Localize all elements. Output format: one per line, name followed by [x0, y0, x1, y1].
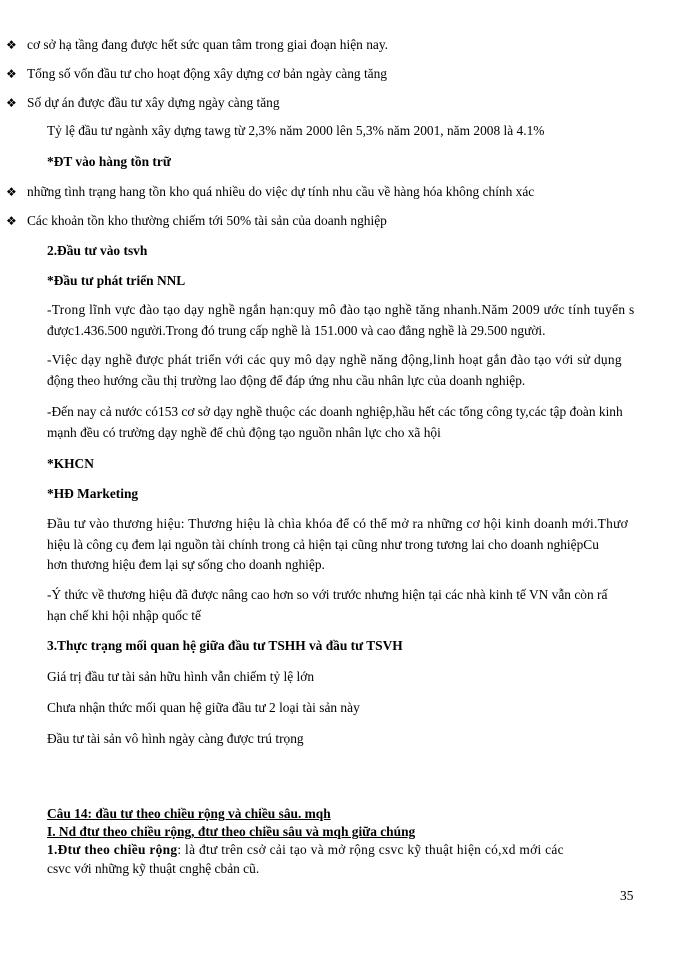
question-text: đầu tư theo chiều rộng và chiều sâu. mqh — [92, 806, 331, 821]
question-14-title — [47, 806, 331, 822]
paragraph-line: -Đến nay cả nước có153 cơ sở dạy nghề thuộc các doanh nghiệp,hầu hết các tổng công ty,các tập đoàn kinh — [47, 404, 623, 419]
bullet-icon: ❖ — [6, 185, 17, 199]
state-line: Đầu tư tài sản vô hình ngày càng được trú trọng — [47, 731, 304, 746]
heading-2: 2.Đầu tư vào tsvh — [47, 243, 148, 258]
section-I-heading: I. Nd đtư theo chiều rộng, đtư theo chiều sâu và mqh giữa chúng — [47, 824, 416, 839]
heading-hr: *Đầu tư phát triển NNL — [47, 273, 186, 288]
definition-label: 1.Đtư theo chiều rộng — [47, 842, 178, 857]
definition-line — [47, 842, 564, 858]
bullet-item: Tổng số vốn đầu tư cho hoạt động xây dựng cơ bản ngày càng tăng — [27, 66, 388, 81]
definition-text: : là đtư trên csở cải tạo và mở rộng csvc kỹ thuật hiện có,xd mới các — [177, 842, 564, 857]
paragraph-line: Đầu tư vào thương hiệu: Thương hiệu là chìa khóa để có thể mở ra những cơ hội kinh doanh mới.Thươ — [47, 516, 629, 531]
bullet-icon: ❖ — [6, 38, 17, 52]
bullet-icon: ❖ — [6, 67, 17, 81]
ratio-line: Tỷ lệ đầu tư ngành xây dựng tawg từ 2,3% năm 2000 lên 5,3% năm 2001, năm 2008 là 4.1% — [47, 123, 545, 138]
heading-inventory: *ĐT vào hàng tồn trữ — [47, 154, 171, 169]
state-line: Chưa nhận thức mối quan hệ giữa đầu tư 2 loại tài sản này — [47, 700, 360, 715]
bullet-item: những tình trạng hang tồn kho quá nhiều do việc dự tính nhu cầu về hàng hóa không chính xác — [27, 184, 535, 199]
bullet-icon: ❖ — [6, 214, 17, 228]
paragraph-line: động theo hướng cầu thị trường lao động để đáp ứng nhu cầu nhân lực của doanh nghiệp. — [47, 373, 526, 388]
heading-3: 3.Thực trạng mối quan hệ giữa đầu tư TSHH và đầu tư TSVH — [47, 638, 403, 653]
bullet-item: Các khoản tồn kho thường chiếm tới 50% tài sản của doanh nghiệp — [27, 213, 387, 228]
paragraph-line: mạnh đều có trường dạy nghề để chủ động tạo nguồn nhân lực cho xã hội — [47, 425, 441, 440]
heading-khcn: *KHCN — [47, 456, 94, 471]
paragraph-line: hạn chế khi hội nhập quốc tế — [47, 608, 201, 623]
bullet-item: Số dự án được đầu tư xây dựng ngày càng tăng — [27, 95, 280, 110]
paragraph-line: -Trong lĩnh vực đào tạo dạy nghề ngắn hạn:quy mô đào tạo nghề tăng nhanh.Năm 2009 ước tính tuyển s — [47, 302, 635, 317]
bullet-item: cơ sở hạ tầng đang được hết sức quan tâm trong giai đoạn hiện nay. — [27, 37, 389, 52]
paragraph-line: hơn thương hiệu đem lại sự sống cho doanh nghiệp. — [47, 557, 325, 572]
page-number: 35 — [620, 888, 634, 903]
definition-line-2: csvc với những kỹ thuật cnghệ cbản cũ. — [47, 861, 260, 876]
state-line: Giá trị đầu tư tài sản hữu hình vẫn chiếm tỷ lệ lớn — [47, 669, 315, 684]
paragraph-line: hiệu là công cụ đem lại nguồn tài chính trong cả hiện tại cũng như trong tương lai cho doanh nghiệpCu — [47, 537, 599, 552]
heading-marketing: *HĐ Marketing — [47, 486, 139, 501]
question-label: Câu 14: — [47, 806, 93, 821]
paragraph-line: -Việc dạy nghề được phát triển với các quy mô dạy nghề năng động,linh hoạt gắn đào tạo với sử dụng — [47, 352, 622, 367]
bullet-icon: ❖ — [6, 96, 17, 110]
paragraph-line: được1.436.500 người.Trong đó trung cấp nghề là 151.000 và cao đẳng nghề là 29.500 người. — [47, 323, 546, 338]
paragraph-line: -Ý thức về thương hiệu đã được nâng cao hơn so với trước nhưng hiện tại các nhà kinh tế VN vẫn còn rấ — [47, 587, 608, 602]
